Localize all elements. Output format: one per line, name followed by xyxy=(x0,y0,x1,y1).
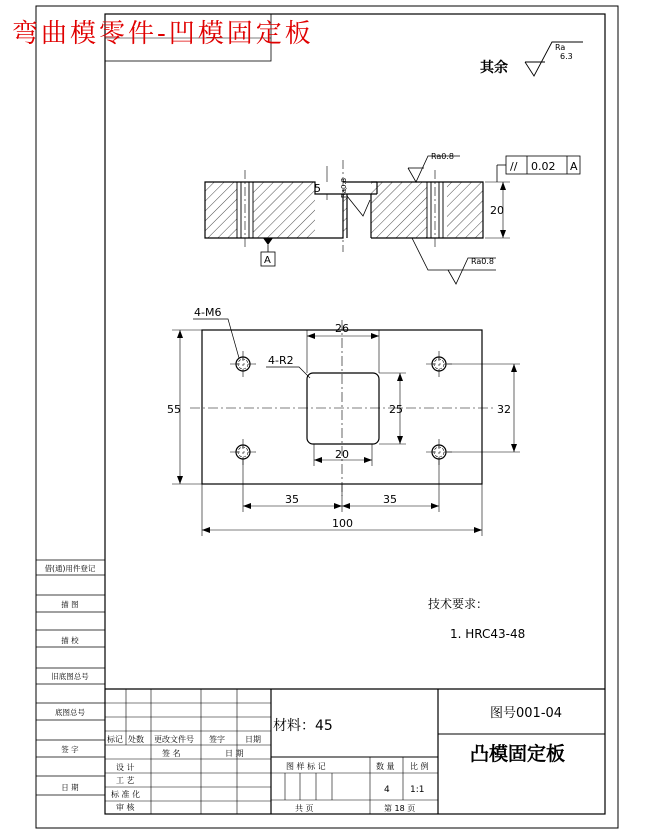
sign-header-name: 签 名 xyxy=(162,749,181,758)
dim-inner-width: 20 xyxy=(335,448,349,461)
quantity-value: 4 xyxy=(384,785,390,795)
dim-right-height: 32 xyxy=(497,403,511,416)
left-strip-labels xyxy=(45,563,96,792)
strip-label-7: 日 期 xyxy=(61,783,79,792)
role-process: 工 艺 xyxy=(116,776,135,785)
roughness-note-label: 其余 xyxy=(480,60,508,76)
rev-header-count: 处数 xyxy=(128,735,144,744)
dim-total-width: 100 xyxy=(332,517,353,530)
drawing-frame xyxy=(36,6,618,828)
dim-inner-height: 25 xyxy=(389,403,403,416)
material-label: 材料：45 xyxy=(273,718,333,734)
strip-label-6: 签 字 xyxy=(61,745,79,754)
dim-right-spacing: 35 xyxy=(383,493,397,506)
section-roughness-side: Ra0.8 xyxy=(340,177,348,198)
drawing-number: 图号001-04 xyxy=(490,706,563,721)
section-roughness-top: Ra0.8 xyxy=(431,152,455,161)
role-design: 设 计 xyxy=(116,763,135,772)
strip-label-3: 描 校 xyxy=(61,636,79,645)
strip-label-2: 描 图 xyxy=(61,600,79,609)
role-review: 审 核 xyxy=(116,803,135,812)
radius-label: 4-R2 xyxy=(268,354,294,367)
rev-header-mark: 标记 xyxy=(107,735,123,744)
sign-header-date: 日 期 xyxy=(225,749,244,758)
rev-header-date: 日期 xyxy=(245,735,261,744)
plan-view xyxy=(167,306,520,536)
tech-req-title: 技术要求： xyxy=(428,597,489,611)
strip-label-4: 旧底图总号 xyxy=(51,672,89,681)
part-name: 凸模固定板 xyxy=(470,743,566,765)
dim-thickness: 20 xyxy=(490,204,504,217)
roughness-note-top: Ra xyxy=(555,43,566,52)
tolerance-datum: A xyxy=(570,160,578,173)
tolerance-value: 0.02 xyxy=(531,160,556,173)
section-view xyxy=(205,152,580,284)
dim-depth: 5 xyxy=(314,182,321,195)
dim-top-width: 26 xyxy=(335,322,349,335)
strip-label-5: 底图总号 xyxy=(55,708,85,717)
scale-value: 1:1 xyxy=(410,785,425,795)
sheet-number: 第 18 页 xyxy=(384,804,416,813)
section-roughness-bottom: Ra0.8 xyxy=(471,257,495,266)
scale-label: 比 例 xyxy=(410,762,429,771)
strip-label-1: 借(通)用件登记 xyxy=(44,564,96,573)
tolerance-symbol: // xyxy=(510,160,518,173)
role-standard: 标 准 化 xyxy=(111,790,141,799)
general-roughness xyxy=(480,42,583,76)
quantity-label: 数 量 xyxy=(376,762,395,771)
dim-left-spacing: 35 xyxy=(285,493,299,506)
hole-label: 4-M6 xyxy=(194,306,222,319)
roughness-note-bottom: 6.3 xyxy=(560,52,573,61)
overlay-title: 弯曲模零件-凹模固定板 xyxy=(12,19,314,49)
tech-req-item-1: 1. HRC43-48 xyxy=(450,627,526,641)
stage-label: 图 样 标 记 xyxy=(286,762,326,771)
rev-header-doc: 更改文件号 xyxy=(154,735,194,744)
rev-header-sign: 签字 xyxy=(209,735,225,744)
datum-label: A xyxy=(264,255,271,266)
title-block-text xyxy=(107,706,565,813)
dim-height-left: 55 xyxy=(167,403,181,416)
sheets-total: 共 页 xyxy=(295,804,314,813)
